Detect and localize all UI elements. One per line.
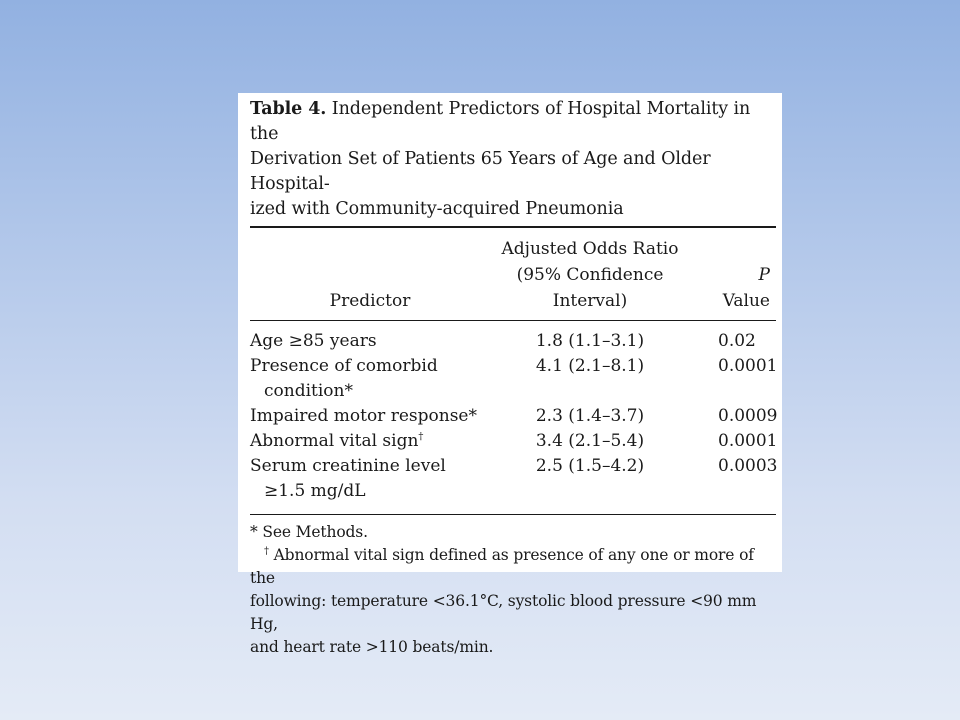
cell-p-value: 0.0009 (718, 406, 778, 426)
table-row (250, 329, 776, 354)
cell-predictor-continuation: ≥1.5 mg/dL (264, 481, 366, 501)
cell-predictor-text: Abnormal vital sign (250, 431, 419, 451)
cell-predictor (250, 354, 490, 404)
header-p-line-1: P (758, 265, 770, 285)
footnote-vital-sign-line-3: and heart rate >110 beats/min. (250, 638, 494, 656)
cell-odds-ratio: 1.8 (1.1–3.1) (535, 331, 645, 351)
cell-p-value: 0.02 (718, 331, 756, 351)
table-image (238, 93, 782, 656)
cell-predictor (250, 329, 490, 354)
footnote-vital-sign (250, 544, 776, 590)
table-body (250, 321, 776, 514)
cell-predictor (250, 454, 490, 504)
cell-p-value: 0.0001 (718, 431, 778, 451)
table-footnotes (250, 515, 776, 659)
header-p-line-2: Value (722, 291, 770, 311)
table-row (250, 354, 776, 404)
table-row (250, 454, 776, 504)
cell-predictor (250, 404, 490, 429)
table-caption-line-1: Independent Predictors of Hospital Mortality in the (250, 99, 751, 144)
header-predictor: Predictor (329, 291, 411, 311)
cell-predictor-continuation: condition* (264, 381, 353, 401)
table-header-row (250, 228, 776, 320)
header-odds-line-1: Adjusted Odds Ratio (501, 239, 679, 259)
footnote-methods: * See Methods. (250, 523, 368, 541)
cell-odds-ratio: 2.3 (1.4–3.7) (535, 406, 645, 426)
table-caption-label: Table 4. (250, 99, 327, 119)
cell-predictor-text: Presence of comorbid (250, 356, 438, 376)
cell-predictor (250, 429, 490, 454)
cell-odds-ratio: 2.5 (1.5–4.2) (535, 456, 645, 476)
table-row (250, 429, 776, 454)
header-odds-line-2: (95% Confidence (516, 265, 664, 285)
table-row (250, 404, 776, 429)
cell-p-value: 0.0001 (718, 356, 778, 376)
table-caption-line-3: ized with Community-acquired Pneumonia (250, 199, 624, 219)
header-p-value (690, 236, 774, 314)
footnote-dagger-mark: † (418, 431, 424, 443)
footnote-vital-sign-line-2: following: temperature <36.1°C, systolic blood pressure <90 mm Hg, (250, 592, 757, 633)
cell-predictor-text: Age ≥85 years (250, 331, 377, 351)
cell-odds-ratio: 3.4 (2.1–5.4) (535, 431, 645, 451)
cell-predictor-text: Serum creatinine level (250, 456, 446, 476)
footnote-dagger: † (264, 545, 269, 557)
footnote-vital-sign-line-1: Abnormal vital sign defined as presence of any one or more of the (250, 546, 754, 587)
header-odds-line-3: Interval) (552, 291, 628, 311)
table-caption-line-2: Derivation Set of Patients 65 Years of Age and Older Hospital- (250, 149, 711, 194)
header-odds-ratio (490, 236, 690, 314)
cell-predictor-text: Impaired motor response* (250, 406, 477, 426)
cell-p-value: 0.0003 (718, 456, 778, 476)
table-caption (250, 97, 776, 222)
cell-odds-ratio: 4.1 (2.1–8.1) (535, 356, 645, 376)
